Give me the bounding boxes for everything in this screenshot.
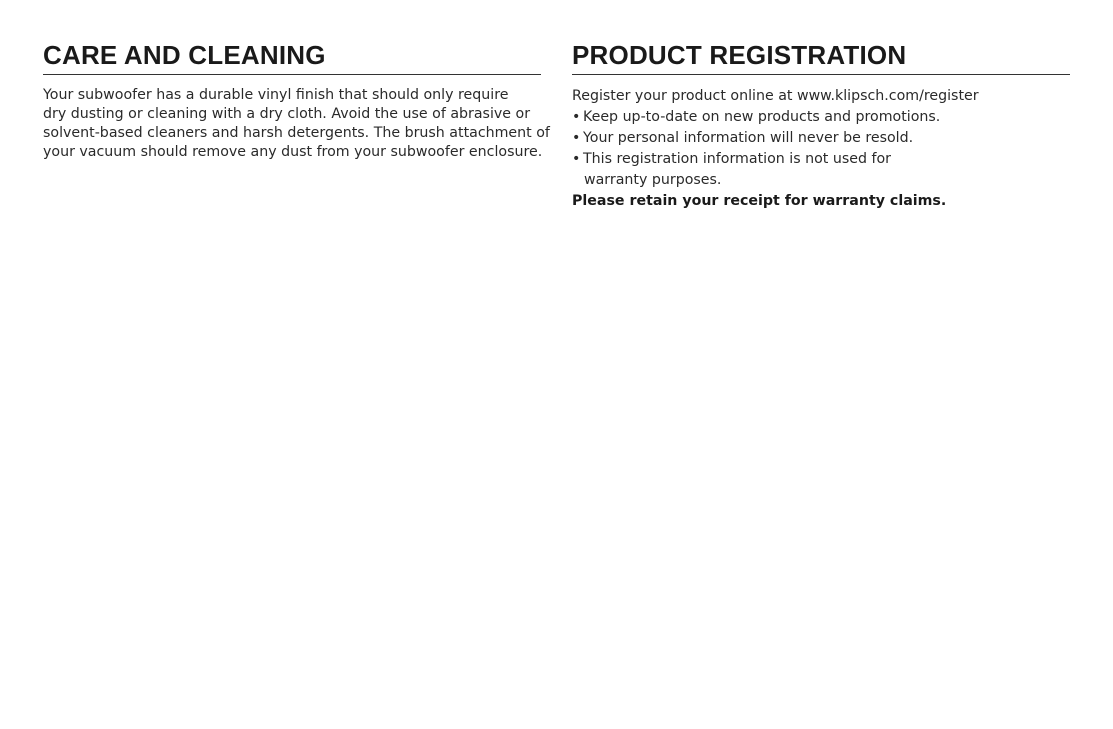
registration-bullet-1-text: Keep up-to-date on new products and promotions.: [583, 109, 941, 125]
registration-bullet-1: [572, 107, 1070, 128]
registration-bullet-2-text: Your personal information will never be resold.: [583, 130, 914, 146]
care-line-4: your vacuum should remove any dust from your subwoofer enclosure.: [43, 144, 543, 160]
product-registration-section: [572, 38, 1070, 212]
registration-bullet-3-continuation: warranty purposes.: [584, 172, 722, 188]
registration-intro: Register your product online at www.klipsch.com/register: [572, 88, 979, 104]
care-heading-rule: [43, 74, 541, 75]
retain-receipt-note: Please retain your receipt for warranty claims.: [572, 193, 947, 209]
care-heading: CARE AND CLEANING: [43, 40, 326, 70]
registration-bullet-3: [572, 149, 1070, 190]
bullet-icon: •: [572, 130, 581, 146]
care-line-2: dry dusting or cleaning with a dry cloth. Avoid the use of abrasive or: [43, 106, 531, 122]
registration-bullet-3-text: This registration information is not used for: [583, 151, 891, 167]
care-paragraph: [43, 86, 550, 162]
care-line-3: solvent-based cleaners and harsh detergents. The brush attachment of: [43, 125, 550, 141]
registration-bullet-2: [572, 128, 1070, 149]
bullet-icon: •: [572, 109, 581, 125]
care-line-1: Your subwoofer has a durable vinyl finish that should only require: [43, 87, 509, 103]
registration-heading: PRODUCT REGISTRATION: [572, 40, 907, 70]
care-and-cleaning-section: [43, 38, 550, 162]
bullet-icon: •: [572, 151, 581, 167]
registration-heading-rule: [572, 74, 1070, 75]
registration-list: [572, 86, 1070, 190]
